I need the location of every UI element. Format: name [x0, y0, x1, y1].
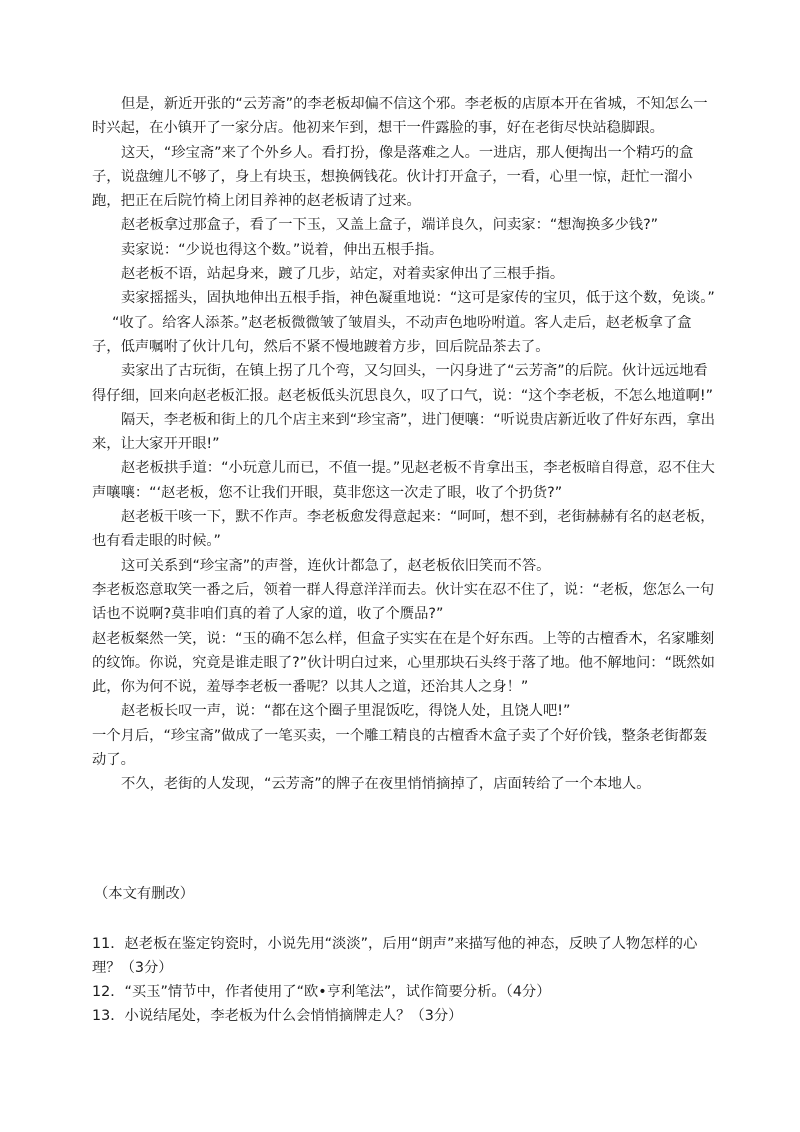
paragraph: 卖家摇摇头，固执地伸出五根手指，神色凝重地说：“这可是家传的宝贝，低于这个数，免谈。”: [121, 290, 715, 307]
paragraph: 但是，新近开张的“云芳斋”的李老板却偏不信这个邪。李老板的店原本开在省城，不知怎么一时兴起，在小镇开了一家分店。他初来乍到，想干一件露脸的事，好在老街尽快站稳脚跟。: [92, 96, 708, 137]
paragraph: “收了。给客人添茶。”赵老板微微皱了皱眉头，不动声色地吩咐道。客人走后，赵老板拿了盒子，低声嘱咐了伙计几句，然后不紧不慢地踱着方步，回后院品茶去了。: [92, 314, 692, 355]
story-text: [92, 92, 720, 797]
paragraph: 卖家说：“少说也得这个数。”说着，伸出五根手指。: [121, 241, 444, 258]
paragraph: 不久，老街的人发现，“云芳斋”的牌子在夜里悄悄摘掉了，店面转给了一个本地人。: [121, 776, 651, 793]
paragraph: 这可关系到“珍宝斋”的声誉，连伙计都急了，赵老板依旧笑而不答。: [121, 557, 551, 574]
paragraph: 这天，“珍宝斋”来了个外乡人。看打扮，像是落难之人。一进店，那人便掏出一个精巧的盒子，说盘缠儿不够了，身上有块玉，想换俩钱花。伙计打开盒子，一看，心里一惊，赶忙一溜小跑，把正在后院竹椅上闭目养神的赵老板请了过来。: [92, 144, 694, 210]
question-item: 12．“买玉”情节中，作者使用了“欧•亨利笔法”，试作简要分析。（4分）: [92, 984, 551, 1000]
paragraph: 卖家出了古玩街，在镇上拐了几个弯，又匀回头，一闪身进了“云芳斋”的后院。伙计远远地看得仔细，回来向赵老板汇报。赵老板低头沉思良久，叹了口气，说：“这个李老板，不怎么地道啊!”: [92, 363, 714, 404]
paragraph: 赵老板粲然一笑，说：“玉的确不怎么样，但盒子实实在在是个好东西。上等的古檀香木，名家雕刻的纹饰。你说，究竟是谁走眼了?”伙计明白过来，心里那块石头终于落了地。他不解地问：“既然如此，你为何不说，羞辱李老板一番呢？以其人之道，还治其人之身！”: [92, 630, 715, 696]
source-note: （本文有删改）: [94, 886, 195, 902]
question-item: 11．赵老板在鉴定钧瓷时，小说先用“淡淡”，后用“朗声”来描写他的神态，反映了人物怎样的心理？（3分）: [92, 936, 698, 976]
paragraph: 赵老板干咳一下，默不作声。李老板愈发得意起来：“呵呵，想不到，老街赫赫有名的赵老板，也有看走眼的时候。”: [92, 509, 715, 550]
paragraph: 赵老板拱手道：“小玩意儿而已，不值一提。”见赵老板不肯拿出玉，李老板暗自得意，忍不住大声嚷嚷：“‘赵老板，您不让我们开眼，莫非您这一次走了眼，收了个扔货?”: [92, 460, 715, 501]
question-list: [92, 932, 720, 1028]
paragraph: 赵老板不语，站起身来，踱了几步，站定，对着卖家伸出了三根手指。: [121, 266, 565, 283]
paragraph: 赵老板拿过那盒子，看了一下玉，又盖上盒子，端详良久，问卖家：“想淘换多少钱?”: [121, 217, 659, 234]
paragraph: 李老板恣意取笑一番之后，领着一群人得意洋洋而去。伙计实在忍不住了，说：“老板，您怎么一句话也不说啊?莫非咱们真的着了人家的道，收了个赝品?”: [92, 581, 715, 623]
paragraph: 隔天，李老板和街上的几个店主来到“珍宝斋”，进门便嚷：“听说贵店新近收了件好东西，拿出来，让大家开开眼!”: [92, 411, 716, 453]
question-item: 13．小说结尾处，李老板为什么会悄悄摘牌走人？（3分）: [92, 1008, 463, 1024]
paragraph: 赵老板长叹一声，说：“都在这个圈子里混饭吃，得饶人处，且饶人吧!”: [121, 703, 571, 720]
paragraph: 一个月后，“珍宝斋”做成了一笔买卖，一个雕工精良的古檀香木盒子卖了个好价钱，整条老街都轰动了。: [92, 727, 708, 769]
